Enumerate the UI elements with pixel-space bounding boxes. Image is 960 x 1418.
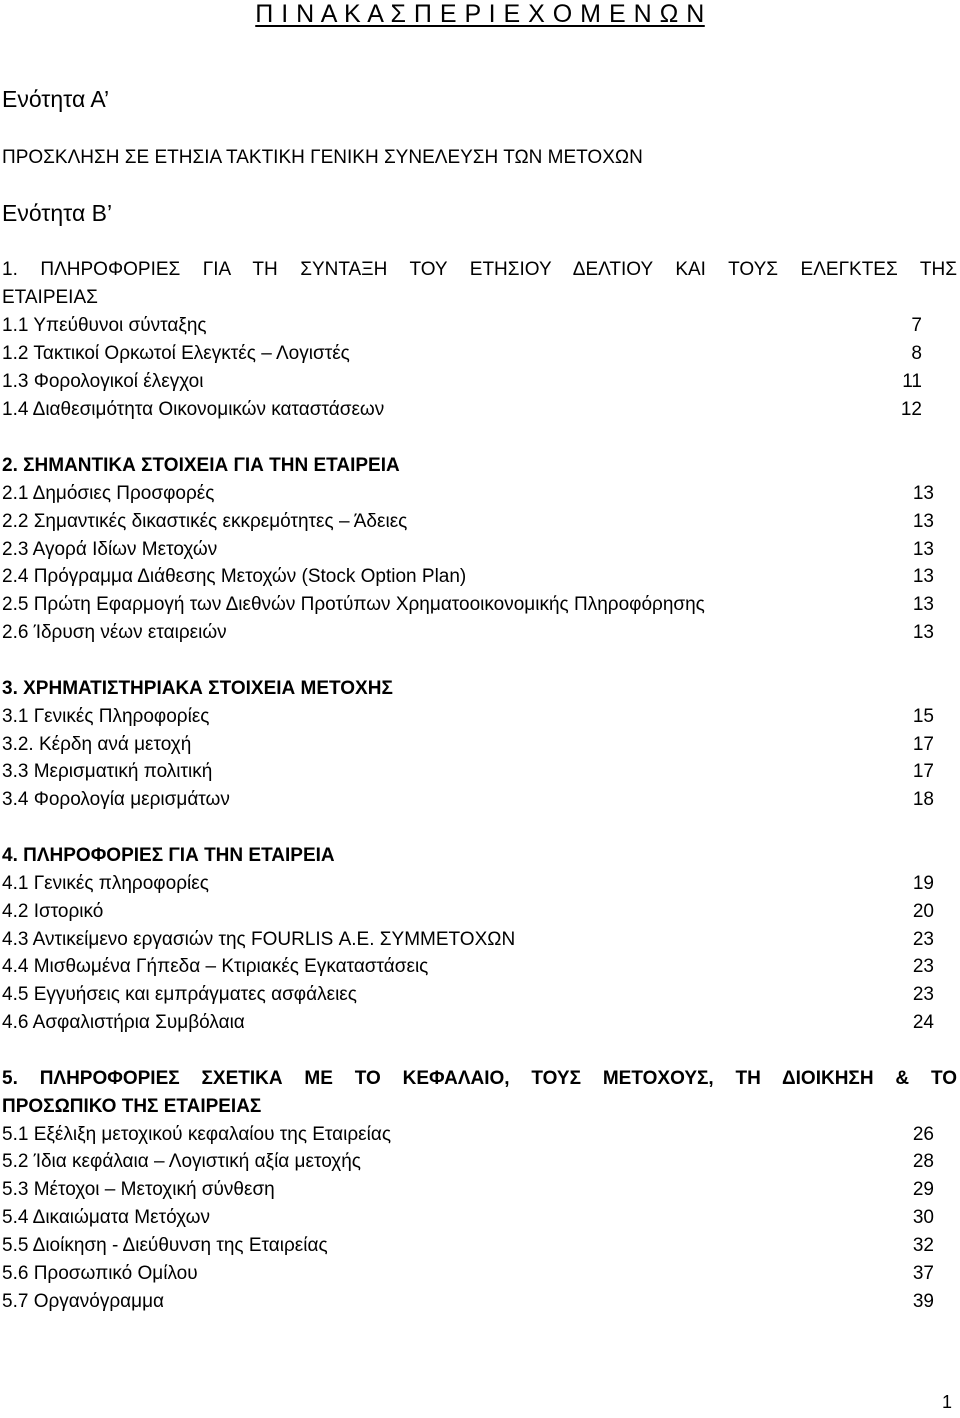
toc-entry-1-1[interactable]: 1.1 Υπεύθυνοι σύνταξης (2, 315, 207, 336)
toc-page-2-1: 13 (912, 483, 934, 504)
toc-entry-2-5[interactable]: 2.5 Πρώτη Εφαρμογή των Διεθνών Προτύπων Χρηματοοικονομικής Πληροφόρησης (2, 594, 705, 615)
toc-page-4-4: 23 (912, 956, 934, 977)
section-1-heading: 1. ΠΛΗΡΟΦΟΡΙΕΣ ΓΙΑ ΤΗ ΣΥΝΤΑΞΗ ΤΟΥ ΕΤΗΣΙΟΥ ΔΕΛΤΙΟΥ ΚΑΙ ΤΟΥΣ ΕΛΕΓΚΤΕΣ ΤΗΣ (2, 259, 957, 280)
toc-entry-5-3[interactable]: 5.3 Μέτοχοι – Μετοχική σύνθεση (2, 1179, 275, 1200)
toc-entry-1-2[interactable]: 1.2 Τακτικοί Ορκωτοί Ελεγκτές – Λογιστές (2, 343, 350, 364)
toc-entry-5-7[interactable]: 5.7 Οργανόγραμμα (2, 1291, 165, 1312)
section-1-heading-cont: ΕΤΑΙΡΕΙΑΣ (2, 287, 98, 308)
toc-entry-3-1[interactable]: 3.1 Γενικές Πληροφορίες (2, 706, 210, 727)
toc-page-1-1: 7 (911, 315, 922, 336)
toc-entry-2-6[interactable]: 2.6 Ίδρυση νέων εταιρειών (2, 622, 227, 643)
toc-page-3-2: 17 (912, 734, 934, 755)
toc-entry-4-2[interactable]: 4.2 Ιστορικό (2, 901, 104, 922)
section-2-heading: 2. ΣΗΜΑΝΤΙΚΑ ΣΤΟΙΧΕΙΑ ΓΙΑ ΤΗΝ ΕΤΑΙΡΕΙΑ (2, 455, 400, 476)
section-5-heading: 5. ΠΛΗΡΟΦΟΡΙΕΣ ΣΧΕΤΙΚΑ ΜΕ ΤΟ ΚΕΦΑΛΑΙΟ, ΤΟΥΣ ΜΕΤΟΧΟΥΣ, ΤΗ ΔΙΟΙΚΗΣΗ & ΤΟ (2, 1068, 957, 1089)
toc-page-5-6: 37 (912, 1263, 934, 1284)
toc-page-4-2: 20 (912, 901, 934, 922)
page-title: Π Ι Ν Α Κ Α Σ Π Ε Ρ Ι Ε Χ Ο Μ Ε Ν Ω Ν (255, 0, 705, 28)
toc-page-4-6: 24 (912, 1012, 934, 1033)
section-3-heading: 3. ΧΡΗΜΑΤΙΣΤΗΡΙΑΚΑ ΣΤΟΙΧΕΙΑ ΜΕΤΟΧΗΣ (2, 678, 393, 699)
footer-page-number: 1 (941, 1392, 952, 1412)
toc-entry-3-4[interactable]: 3.4 Φορολογία μερισμάτων (2, 789, 230, 810)
toc-entry-4-6[interactable]: 4.6 Ασφαλιστήρια Συμβόλαια (2, 1012, 245, 1033)
toc-entry-2-4[interactable]: 2.4 Πρόγραμμα Διάθεσης Μετοχών (Stock Option Plan) (2, 566, 467, 587)
toc-page-5-2: 28 (912, 1151, 934, 1172)
toc-page-2-6: 13 (912, 622, 934, 643)
toc-entry-2-3[interactable]: 2.3 Αγορά Ιδίων Μετοχών (2, 539, 218, 560)
toc-entry-1-4[interactable]: 1.4 Διαθεσιμότητα Οικονομικών καταστάσεων (2, 399, 385, 420)
toc-entry-4-1[interactable]: 4.1 Γενικές πληροφορίες (2, 873, 209, 894)
toc-entry-3-3[interactable]: 3.3 Μερισματική πολιτική (2, 761, 213, 782)
toc-page-5-3: 29 (912, 1179, 934, 1200)
toc-entry-4-3[interactable]: 4.3 Αντικείμενο εργασιών της FOURLIS Α.Ε. ΣΥΜΜΕΤΟΧΩΝ (2, 929, 516, 950)
toc-page-1-2: 8 (911, 343, 922, 364)
unit-a-heading: Ενότητα Α’ (2, 86, 110, 112)
toc-page-3-4: 18 (912, 789, 934, 810)
toc-entry-2-2[interactable]: 2.2 Σημαντικές δικαστικές εκκρεμότητες – Άδειες (2, 511, 408, 532)
toc-entry-2-1[interactable]: 2.1 Δημόσιες Προσφορές (2, 483, 215, 504)
toc-page-4-1: 19 (912, 873, 934, 894)
toc-page-1-3: 11 (902, 371, 922, 392)
toc-entry-5-4[interactable]: 5.4 Δικαιώματα Μετόχων (2, 1207, 210, 1228)
toc-page-3-1: 15 (912, 706, 934, 727)
toc-entry-5-2[interactable]: 5.2 Ίδια κεφάλαια – Λογιστική αξία μετοχής (2, 1151, 361, 1172)
toc-page-3-3: 17 (912, 761, 934, 782)
toc-page-2-3: 13 (912, 539, 934, 560)
toc-page-2-5: 13 (912, 594, 934, 615)
toc-page-1-4: 12 (900, 399, 922, 420)
toc-entry-5-5[interactable]: 5.5 Διοίκηση - Διεύθυνση της Εταιρείας (2, 1235, 328, 1256)
toc-entry-5-6[interactable]: 5.6 Προσωπικό Ομίλου (2, 1263, 198, 1284)
toc-entry-4-5[interactable]: 4.5 Εγγυήσεις και εμπράγματες ασφάλειες (2, 984, 357, 1005)
toc-page-4-3: 23 (912, 929, 934, 950)
toc-page-5-5: 32 (912, 1235, 934, 1256)
notice-heading: ΠΡΟΣΚΛΗΣΗ ΣΕ ΕΤΗΣΙΑ ΤΑΚΤΙΚΗ ΓΕΝΙΚΗ ΣΥΝΕΛΕΥΣΗ ΤΩΝ ΜΕΤΟΧΩΝ (2, 147, 643, 168)
toc-page-2-2: 13 (912, 511, 934, 532)
toc-page-4-5: 23 (912, 984, 934, 1005)
toc-page-5-1: 26 (912, 1124, 934, 1145)
section-5-heading-cont: ΠΡΟΣΩΠΙΚΟ ΤΗΣ ΕΤΑΙΡΕΙΑΣ (2, 1096, 262, 1117)
toc-entry-3-2[interactable]: 3.2. Κέρδη ανά μετοχή (2, 734, 192, 755)
unit-b-heading: Ενότητα Β’ (2, 200, 113, 226)
toc-entry-5-1[interactable]: 5.1 Εξέλιξη μετοχικού κεφαλαίου της Εταιρείας (2, 1124, 392, 1145)
toc-page-2-4: 13 (912, 566, 934, 587)
toc-entry-1-3[interactable]: 1.3 Φορολογικοί έλεγχοι (2, 371, 204, 392)
toc-page-5-4: 30 (912, 1207, 934, 1228)
section-4-heading: 4. ΠΛΗΡΟΦΟΡΙΕΣ ΓΙΑ ΤΗΝ ΕΤΑΙΡΕΙΑ (2, 845, 335, 866)
toc-page-5-7: 39 (912, 1291, 934, 1312)
toc-entry-4-4[interactable]: 4.4 Μισθωμένα Γήπεδα – Κτιριακές Εγκαταστάσεις (2, 956, 429, 977)
